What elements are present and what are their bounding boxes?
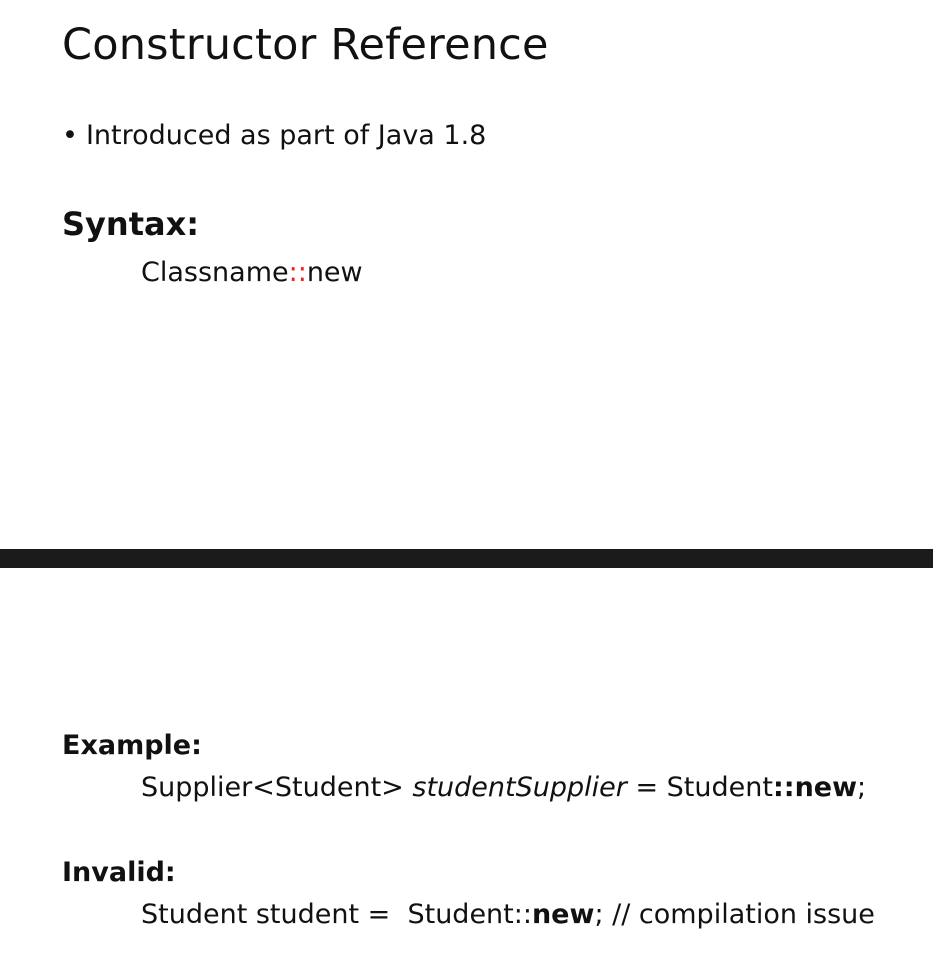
example-operator: :: (772, 772, 795, 803)
example-label: Example: (62, 730, 202, 761)
example-assign: = (635, 772, 659, 803)
bullet-item (62, 120, 486, 151)
syntax-operator: :: (288, 257, 307, 288)
example-terminator: ; (857, 772, 867, 803)
syntax-keyword: new (306, 257, 363, 288)
syntax-classname: Classname (141, 257, 289, 288)
bullet-text: Introduced as part of Java 1.8 (85, 120, 487, 151)
example-variable: studentSupplier (412, 772, 627, 803)
bullet-marker: • (62, 120, 78, 151)
syntax-label: Syntax: (62, 205, 200, 243)
example-keyword: new (794, 772, 858, 803)
invalid-keyword: new (531, 899, 595, 930)
invalid-label: Invalid: (62, 857, 176, 888)
invalid-declaration: Student student = (141, 899, 391, 930)
invalid-class: Student:: (407, 899, 532, 930)
slide-title: Constructor Reference (62, 20, 549, 70)
example-class: Student (666, 772, 773, 803)
example-code (141, 772, 866, 803)
invalid-code (141, 899, 875, 930)
invalid-rest: ; // compilation issue (594, 899, 875, 930)
slide-divider (0, 549, 933, 568)
syntax-code (141, 257, 363, 288)
example-type: Supplier<Student> (141, 772, 404, 803)
